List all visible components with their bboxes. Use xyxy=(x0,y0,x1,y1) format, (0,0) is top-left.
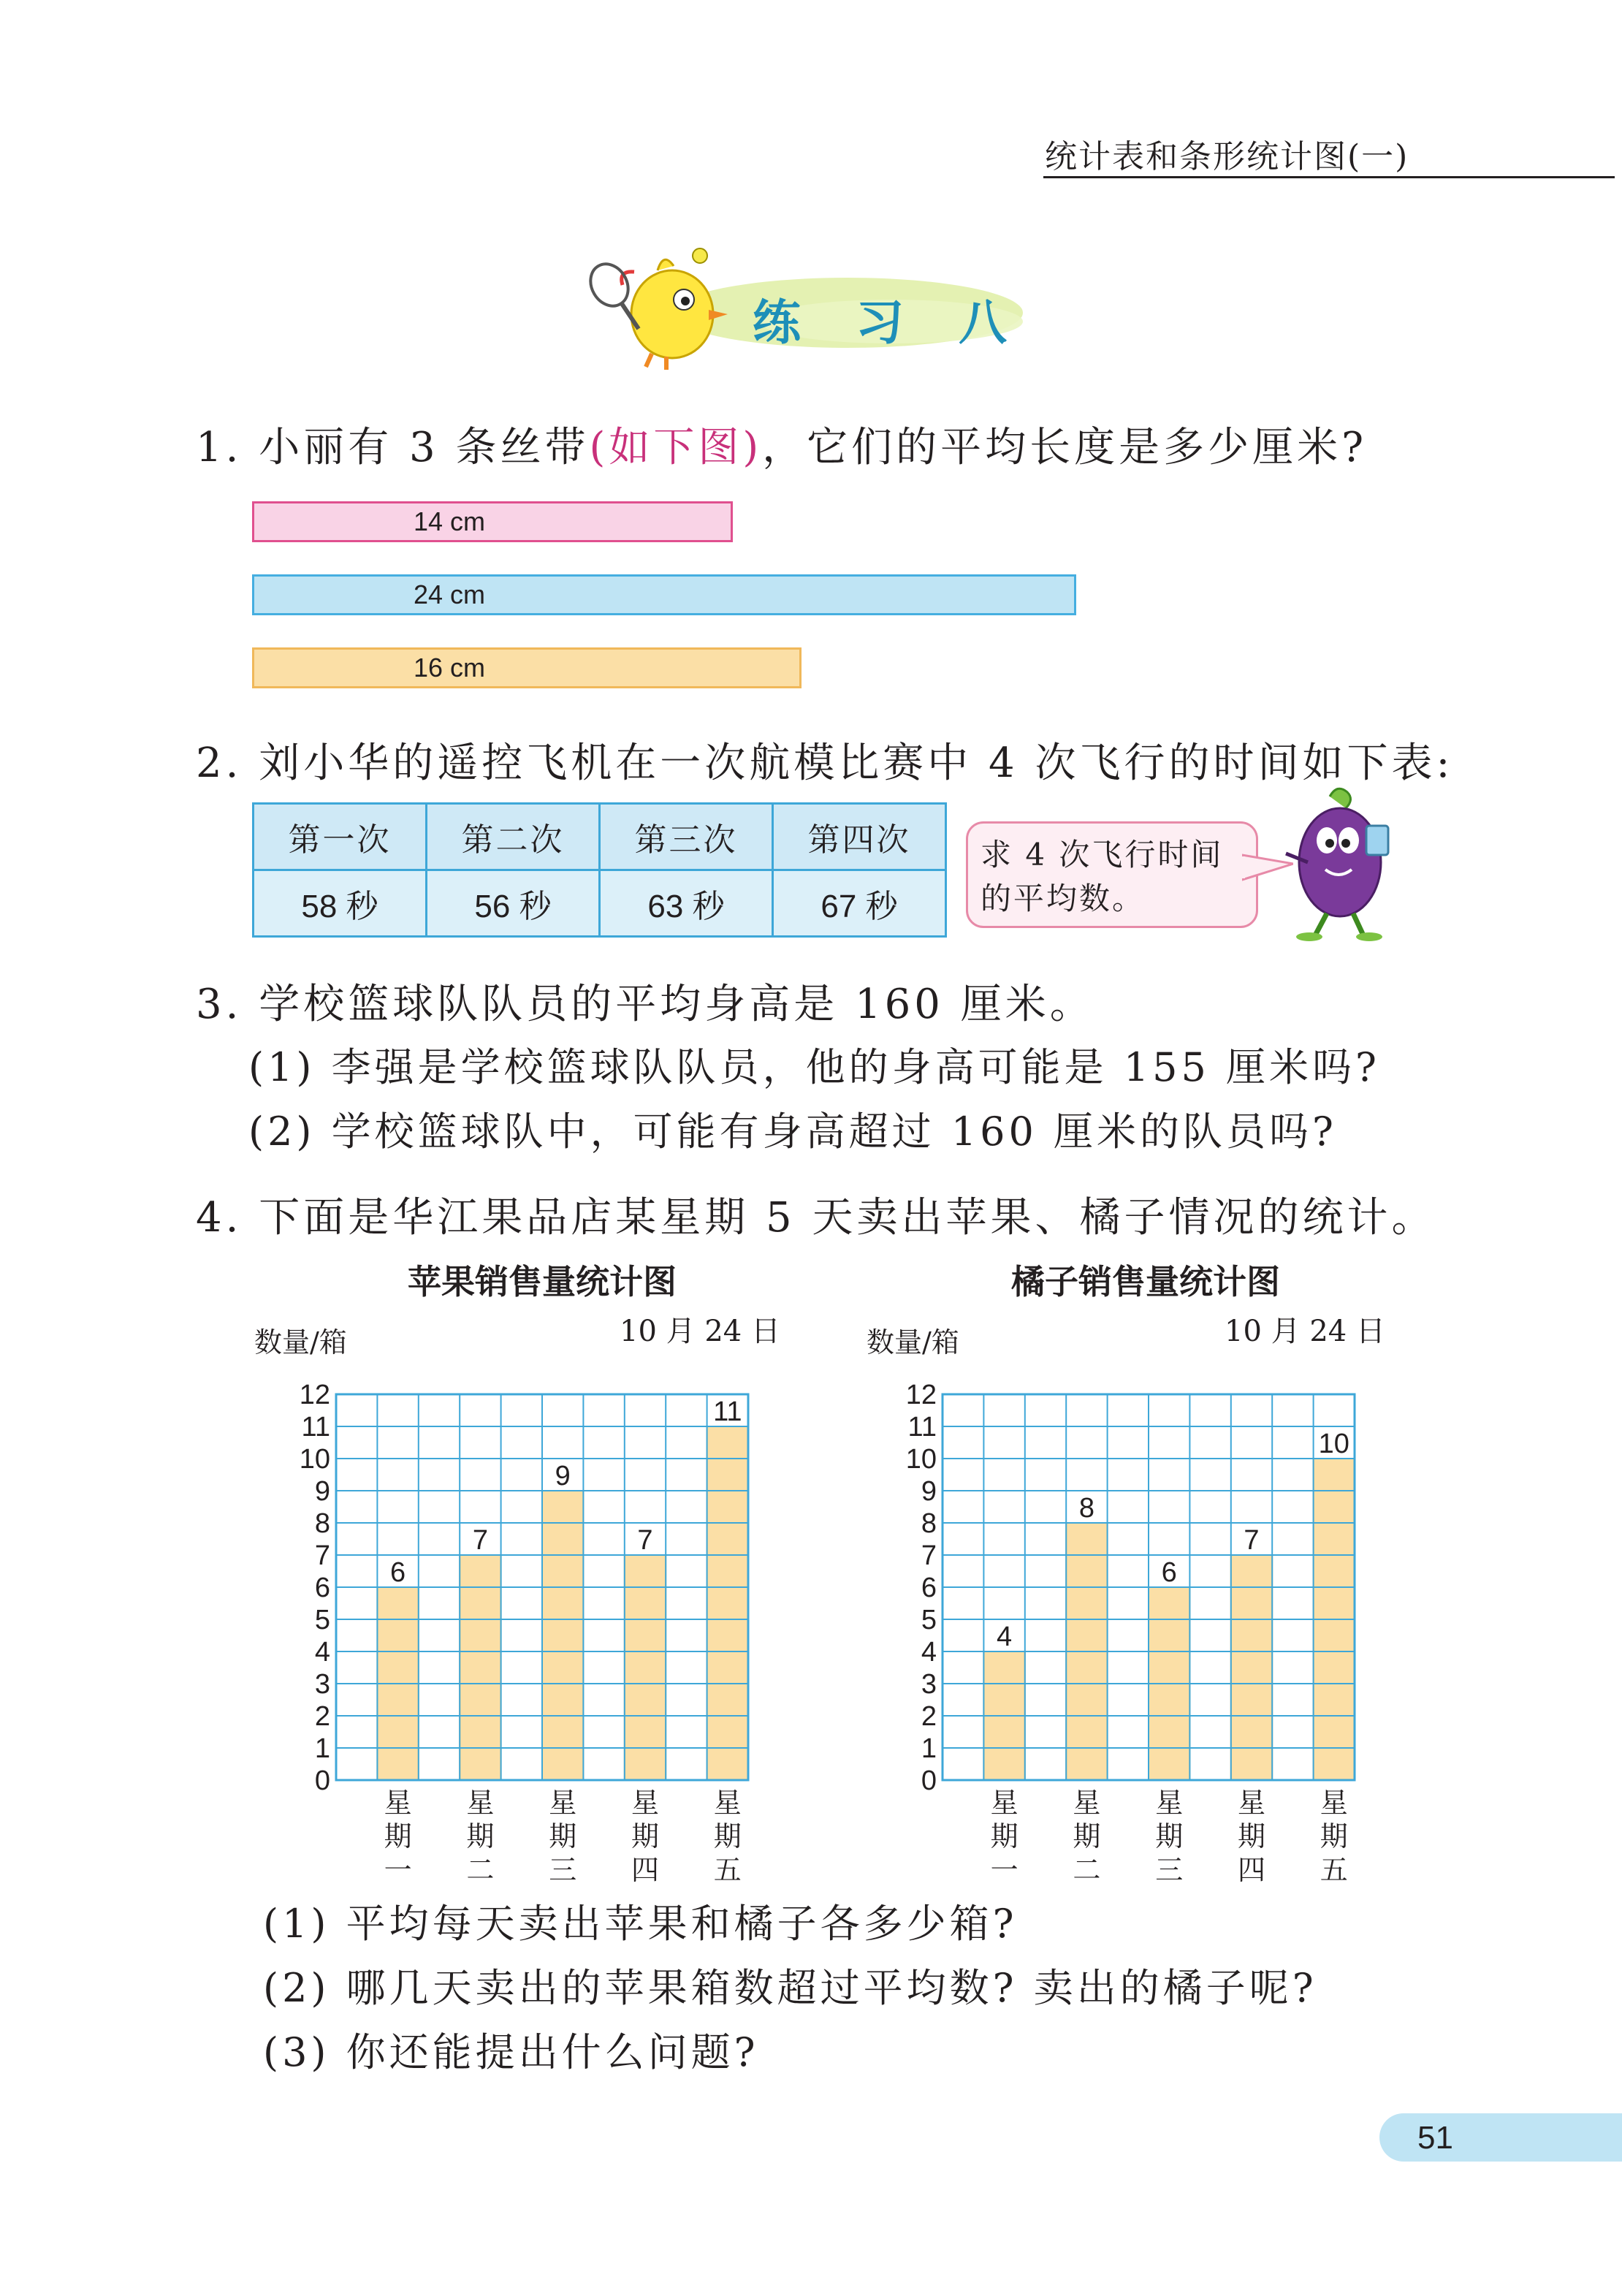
ribbon-label: 24 cm xyxy=(414,579,486,609)
table-cell: 67 秒 xyxy=(773,870,946,937)
y-tick-label: 6 xyxy=(921,1573,937,1603)
table-cell: 58 秒 xyxy=(254,870,427,937)
bar xyxy=(625,1555,666,1780)
ribbon-blue xyxy=(252,574,1076,615)
page-number: 51 xyxy=(1417,2120,1453,2156)
y-tick-label: 10 xyxy=(905,1444,937,1475)
chart-ylabel: 数量/箱 xyxy=(254,1326,347,1358)
ribbon-orange xyxy=(252,647,802,688)
table-cell: 63 秒 xyxy=(600,870,773,937)
y-tick-label: 6 xyxy=(314,1573,330,1603)
bar-value-label: 6 xyxy=(390,1557,406,1588)
y-tick-label: 12 xyxy=(905,1380,937,1410)
table-header-cell: 第四次 xyxy=(773,804,946,870)
header-rule xyxy=(1043,176,1615,178)
y-tick-label: 9 xyxy=(921,1476,937,1507)
x-tick-label: 星期二 xyxy=(466,1787,495,1886)
x-tick-label: 星期三 xyxy=(1155,1787,1184,1886)
x-tick-label: 星期一 xyxy=(990,1787,1018,1886)
y-tick-label: 0 xyxy=(921,1765,937,1796)
bar-value-label: 4 xyxy=(997,1622,1013,1652)
x-tick-label: 星期二 xyxy=(1073,1787,1101,1886)
chart-title: 橘子销售量统计图 xyxy=(1011,1263,1280,1301)
chart-ylabel: 数量/箱 xyxy=(867,1326,959,1358)
orange-sales-bar-chart xyxy=(877,1366,1417,1893)
question-1 xyxy=(196,415,1367,474)
y-tick-label: 12 xyxy=(299,1380,330,1410)
y-tick-label: 3 xyxy=(921,1669,937,1700)
ribbon-label: 14 cm xyxy=(414,506,486,536)
bar-value-label: 6 xyxy=(1161,1557,1177,1588)
y-tick-label: 11 xyxy=(907,1412,937,1442)
running-header: 统计表和条形统计图(一) xyxy=(1045,138,1409,175)
ribbon-label: 16 cm xyxy=(414,653,486,683)
y-tick-label: 8 xyxy=(314,1508,330,1539)
x-tick-label: 星期四 xyxy=(1237,1787,1266,1886)
y-tick-label: 5 xyxy=(314,1605,330,1635)
exercise-title: 练 习 八 xyxy=(753,294,1026,351)
bar-value-label: 7 xyxy=(1244,1525,1260,1556)
bar xyxy=(1231,1555,1272,1780)
table-header-cell: 第二次 xyxy=(427,804,600,870)
question-4-sub-1: (1) 平均每天卖出苹果和橘子各多少箱? xyxy=(263,1901,1018,1947)
y-tick-label: 0 xyxy=(314,1765,330,1796)
question-1-text-end: ，它们的平均长度是多少厘米? xyxy=(762,424,1368,471)
table-header-cell: 第一次 xyxy=(254,804,427,870)
bar xyxy=(460,1555,500,1780)
y-tick-label: 7 xyxy=(921,1540,937,1571)
y-tick-label: 2 xyxy=(921,1701,937,1732)
bubble-line: 的平均数。 xyxy=(981,881,1146,916)
ribbon-pink xyxy=(252,501,733,542)
bar-value-label: 7 xyxy=(637,1525,653,1556)
bar xyxy=(707,1426,748,1780)
question-3: 3. 学校篮球队队员的平均身高是 160 厘米。 xyxy=(196,981,1094,1028)
question-3-sub-2: (2) 学校篮球队中，可能有身高超过 160 厘米的队员吗? xyxy=(248,1109,1338,1155)
question-4: 4. 下面是华江果品店某星期 5 天卖出苹果、橘子情况的统计。 xyxy=(196,1194,1436,1242)
y-tick-label: 4 xyxy=(314,1637,330,1668)
question-3-sub-1: (1) 李强是学校篮球队队员，他的身高可能是 155 厘米吗? xyxy=(248,1044,1381,1090)
apple-sales-bar-chart xyxy=(270,1366,811,1893)
bubble-line: 求 4 次飞行时间 xyxy=(981,837,1224,873)
question-1-text: 1. 小丽有 3 条丝带 xyxy=(196,424,590,471)
bar xyxy=(542,1491,583,1780)
y-tick-label: 1 xyxy=(314,1733,330,1764)
page-number-tab xyxy=(1379,2113,1622,2162)
chart-title: 苹果销售量统计图 xyxy=(408,1263,677,1301)
table-header-cell: 第三次 xyxy=(600,804,773,870)
chart-date: 10 月 24 日 xyxy=(1225,1315,1385,1348)
question-2: 2. 刘小华的遥控飞机在一次航模比赛中 4 次飞行的时间如下表: xyxy=(196,740,1454,787)
x-tick-label: 星期一 xyxy=(384,1787,412,1886)
speech-bubble-text xyxy=(981,833,1258,921)
question-1-highlight: (如下图) xyxy=(589,424,763,471)
y-tick-label: 4 xyxy=(921,1637,937,1668)
flight-time-table xyxy=(252,802,947,938)
y-tick-label: 10 xyxy=(299,1444,330,1475)
table-header-row xyxy=(254,804,946,870)
x-tick-label: 星期五 xyxy=(1320,1787,1348,1886)
eggplant-mascot-icon xyxy=(1264,782,1410,943)
y-tick-label: 11 xyxy=(301,1412,330,1442)
question-4-sub-3: (3) 你还能提出什么问题? xyxy=(263,2029,759,2075)
y-tick-label: 1 xyxy=(921,1733,937,1764)
question-4-sub-2: (2) 哪几天卖出的苹果箱数超过平均数? 卖出的橘子呢? xyxy=(263,1965,1317,2011)
bar-value-label: 8 xyxy=(1078,1493,1094,1524)
x-tick-label: 星期四 xyxy=(631,1787,660,1886)
y-tick-label: 9 xyxy=(314,1476,330,1507)
y-tick-label: 2 xyxy=(314,1701,330,1732)
y-tick-label: 8 xyxy=(921,1508,937,1539)
bar-value-label: 10 xyxy=(1318,1429,1349,1459)
y-tick-label: 7 xyxy=(314,1540,330,1571)
y-tick-label: 3 xyxy=(314,1669,330,1700)
table-row xyxy=(254,870,946,937)
x-tick-label: 星期五 xyxy=(713,1787,742,1886)
bar-value-label: 11 xyxy=(713,1396,742,1427)
table-cell: 56 秒 xyxy=(427,870,600,937)
bar-value-label: 9 xyxy=(555,1461,571,1491)
y-tick-label: 5 xyxy=(921,1605,937,1635)
chart-date: 10 月 24 日 xyxy=(620,1315,780,1348)
x-tick-label: 星期三 xyxy=(549,1787,577,1886)
chick-mascot-icon xyxy=(622,259,728,370)
bar-value-label: 7 xyxy=(472,1525,488,1556)
